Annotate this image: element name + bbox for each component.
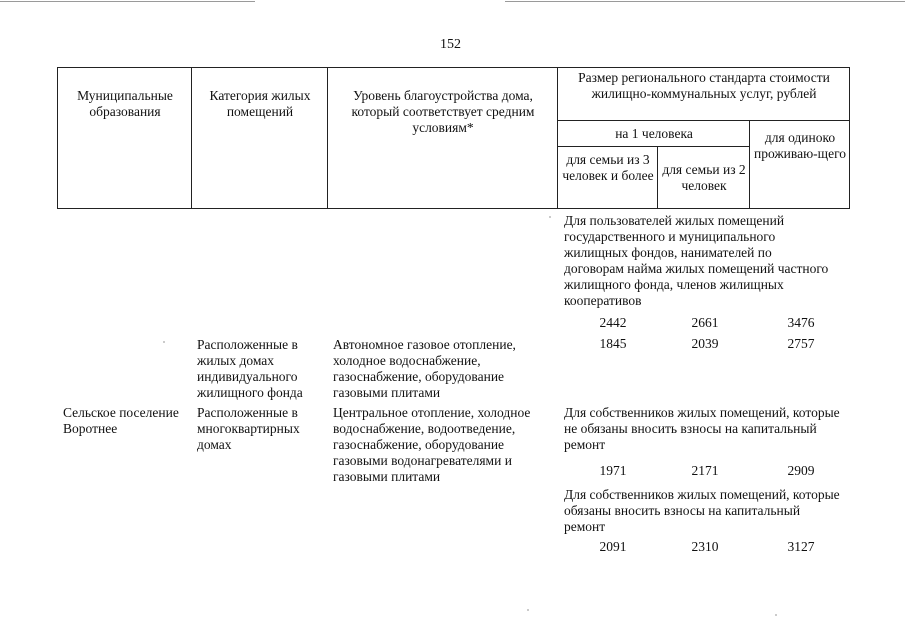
note-users: Для пользователей жилых помещений государственного и муниципального жилищных фондов, нанимателей по договорам найма жилых помещений частного жилищного фонда, членов жилищных кооперативов (564, 213, 829, 308)
scan-speck (527, 609, 529, 611)
value-row0-family3: 2442 (599, 315, 627, 330)
municipality-name: Сельское поселение Воротнее (63, 405, 179, 436)
scan-edge-line (505, 1, 905, 2)
header-single: для одиноко проживаю-щего (753, 130, 847, 161)
header-family2: для семьи из 2 человек (662, 162, 746, 193)
value-row1-family3: 1845 (599, 336, 627, 351)
category-apartment: Расположенные в многоквартирных домах (197, 405, 300, 452)
header-family3: для семьи из 3 человек и более (562, 152, 654, 183)
scan-speck (549, 216, 551, 218)
page-number: 152 (440, 37, 461, 52)
header-per-person: на 1 человека (615, 126, 693, 141)
scan-speck (163, 341, 165, 343)
scan-speck (775, 614, 777, 616)
note-owners-no-capital: Для собственников жилых помещений, которые не обязаны вносить взносы на капитальный ремонт (564, 405, 840, 452)
header-improvement: Уровень благоустройства дома, который соответствует средним условиям* (351, 88, 535, 135)
improvement-individual: Автономное газовое отопление, холодное водоснабжение, газоснабжение, оборудование газовыми плитами (333, 337, 516, 400)
header-standard: Размер регионального стандарта стоимости жилищно-коммунальных услуг, рублей (578, 70, 830, 101)
scan-edge-line (0, 1, 255, 2)
improvement-apartment: Центральное отопление, холодное водоснабжение, водоотведение, газоснабжение, оборудование газовыми водонагревателями и газовыми плитами (333, 405, 531, 484)
header-category: Категория жилых помещений (209, 88, 311, 119)
value-row0-family2: 2661 (691, 315, 719, 330)
value-row2-no-family3: 1971 (599, 463, 627, 478)
value-row2-yes-family2: 2310 (691, 539, 719, 554)
value-row2-no-single: 2909 (787, 463, 815, 478)
value-row0-single: 3476 (787, 315, 815, 330)
note-owners-capital: Для собственников жилых помещений, которые обязаны вносить взносы на капитальный ремонт (564, 487, 840, 534)
value-row2-no-family2: 2171 (691, 463, 719, 478)
value-row1-single: 2757 (787, 336, 815, 351)
value-row1-family2: 2039 (691, 336, 719, 351)
header-municipal: Муниципальные образования (77, 88, 173, 119)
value-row2-yes-single: 3127 (787, 539, 815, 554)
value-row2-yes-family3: 2091 (599, 539, 627, 554)
category-individual: Расположенные в жилых домах индивидуального жилищного фонда (197, 337, 303, 400)
